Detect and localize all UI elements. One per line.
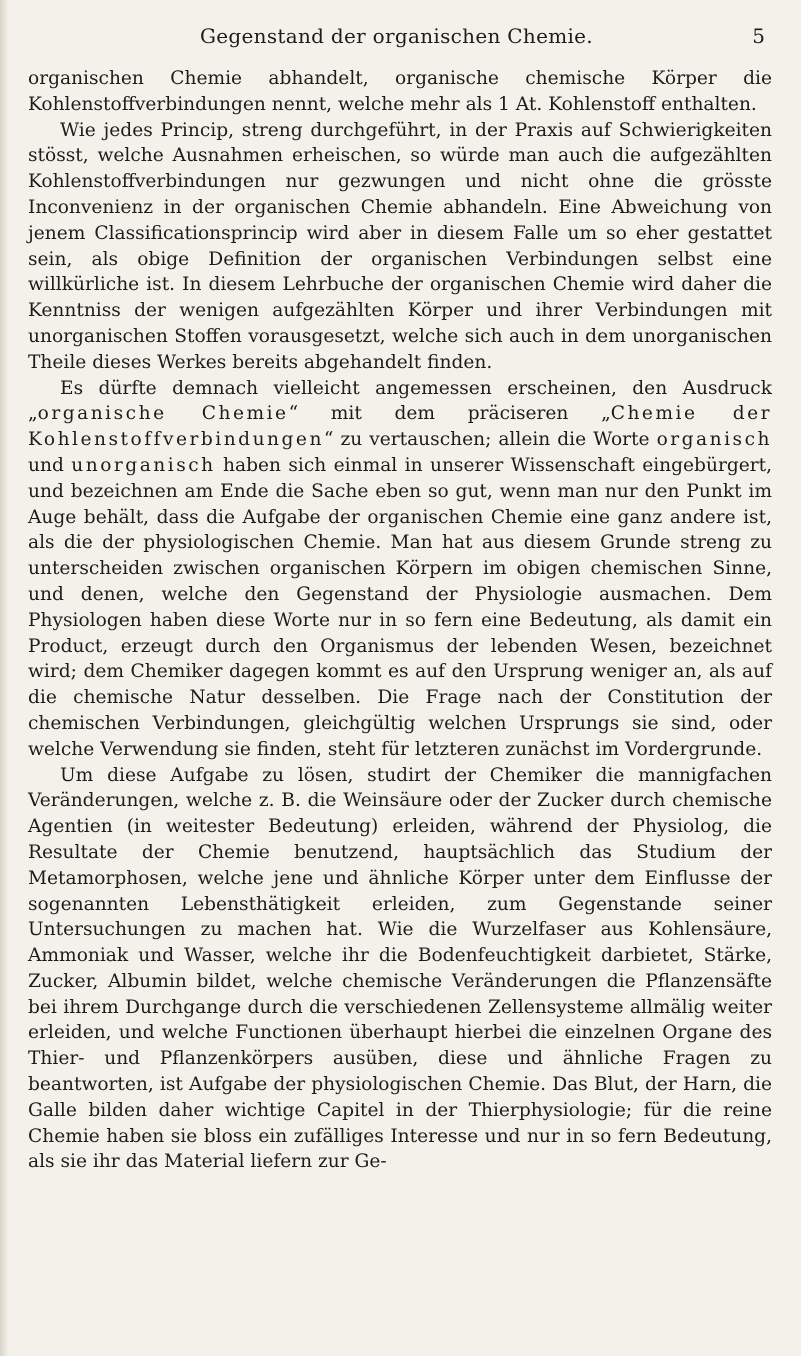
page-header — [28, 24, 765, 54]
body-text — [28, 66, 772, 1175]
paragraph-continuation: organischen Chemie abhandelt, organische chemische Körper die Kohlenstoffverbindungen nennt, welche mehr als 1 At. Kohlenstoff enthalten. — [28, 68, 772, 115]
paragraph-text-run: haben sich einmal in unserer Wissenschaft eingebürgert, und bezeichnen am Ende die Sache eben so gut, wenn man nur den Punkt im Auge behält, dass die Aufgabe der organischen Chemie eine ganz andere ist, als die der physiologischen Chemie. Man hat aus diesem Grunde streng zu unterscheiden zwischen organischen Körpern im obigen chemischen Sinne, und denen, welche den Gegenstand der Physiologie ausmachen. Dem Physiologen haben diese Worte nur in so fern eine Bedeutung, als damit ein Product, erzeugt durch den Organismus der lebenden Wesen, bezeichnet wird; dem Chemiker dagegen kommt es auf den Ursprung weniger an, als auf die chemische Natur desselben. Die Frage nach der Constitution der chemischen Verbindungen, gleichgültig welchen Ursprungs sie sind, oder welche Verwendung sie finden, steht für letzteren zunächst im Vordergrunde. — [28, 454, 773, 760]
emphasized-term: Chemie der Kohlenstoffverbindungen — [28, 403, 772, 451]
emphasized-term: organische Chemie — [37, 403, 289, 425]
page-number: 5 — [752, 24, 765, 48]
paragraph-text-run: Es dürfte demnach vielleicht angemessen erscheinen, den Ausdruck „ — [28, 377, 772, 425]
paragraph-terminology — [28, 376, 772, 763]
page-gutter-shadow — [0, 0, 8, 1356]
paragraph-text-run: und — [28, 454, 72, 476]
paragraph-classification: Wie jedes Princip, streng durchgeführt, in der Praxis auf Schwierigkeiten stösst, welche Ausnahmen erheischen, so würde man auch die aufgezählten Kohlenstoffverbindungen nur gezwungen und nicht ohne die grösste Inconvenienz in der organischen Chemie abhandeln. Eine Abweichung von jenem Classificationsprincip wird aber in diesem Falle um so eher gestattet sein, als obige Definition der organischen Verbindungen selbst eine willkürliche ist. In diesem Lehrbuche der organischen Chemie wird daher die Kenntniss der wenigen aufgezählten Körper und ihrer Verbindungen mit unorganischen Stoffen vorausgesetzt, welche sich auch in dem unorganischen Theile dieses Werkes bereits abgehandelt finden. — [28, 119, 772, 373]
running-title: Gegenstand der organischen Chemie. — [200, 24, 593, 48]
emphasized-term: unorganisch — [71, 454, 216, 476]
emphasized-term: organisch — [656, 429, 772, 451]
paragraph-text-run: “ mit dem präciseren „ — [288, 403, 611, 425]
paragraph-text-run: “ zu vertauschen; allein die Worte — [323, 429, 657, 451]
paragraph-physiology: Um diese Aufgabe zu lösen, studirt der Chemiker die mannigfachen Veränderungen, welche z. B. die Weinsäure oder der Zucker durch chemische Agentien (in weitester Bedeutung) erleiden, während der Physiolog, die Resultate der Chemie benutzend, hauptsächlich das Studium der Metamorphosen, welche jene und ähnliche Körper unter dem Einflusse der sogenannten Lebensthätigkeit erleiden, zum Gegenstande seiner Untersuchungen zu machen hat. Wie die Wurzelfaser aus Kohlensäure, Ammoniak und Wasser, welche ihr die Bodenfeuchtigkeit darbietet, Stärke, Zucker, Albumin bildet, welche chemische Veränderungen die Pflanzensäfte bei ihrem Durchgange durch die verschiedenen Zellensysteme allmälig weiter erleiden, und welche Functionen überhaupt hierbei die einzelnen Organe des Thier- und Pflanzenkörpers ausüben, diese und ähnliche Fragen zu beantworten, ist Aufgabe der physiologischen Chemie. Das Blut, der Harn, die Galle bilden daher wichtige Capitel in der Thierphysiologie; für die reine Chemie haben sie bloss ein zufälliges Interesse und nur in so fern Bedeutung, als sie ihr das Material liefern zur Ge- — [28, 764, 772, 1173]
